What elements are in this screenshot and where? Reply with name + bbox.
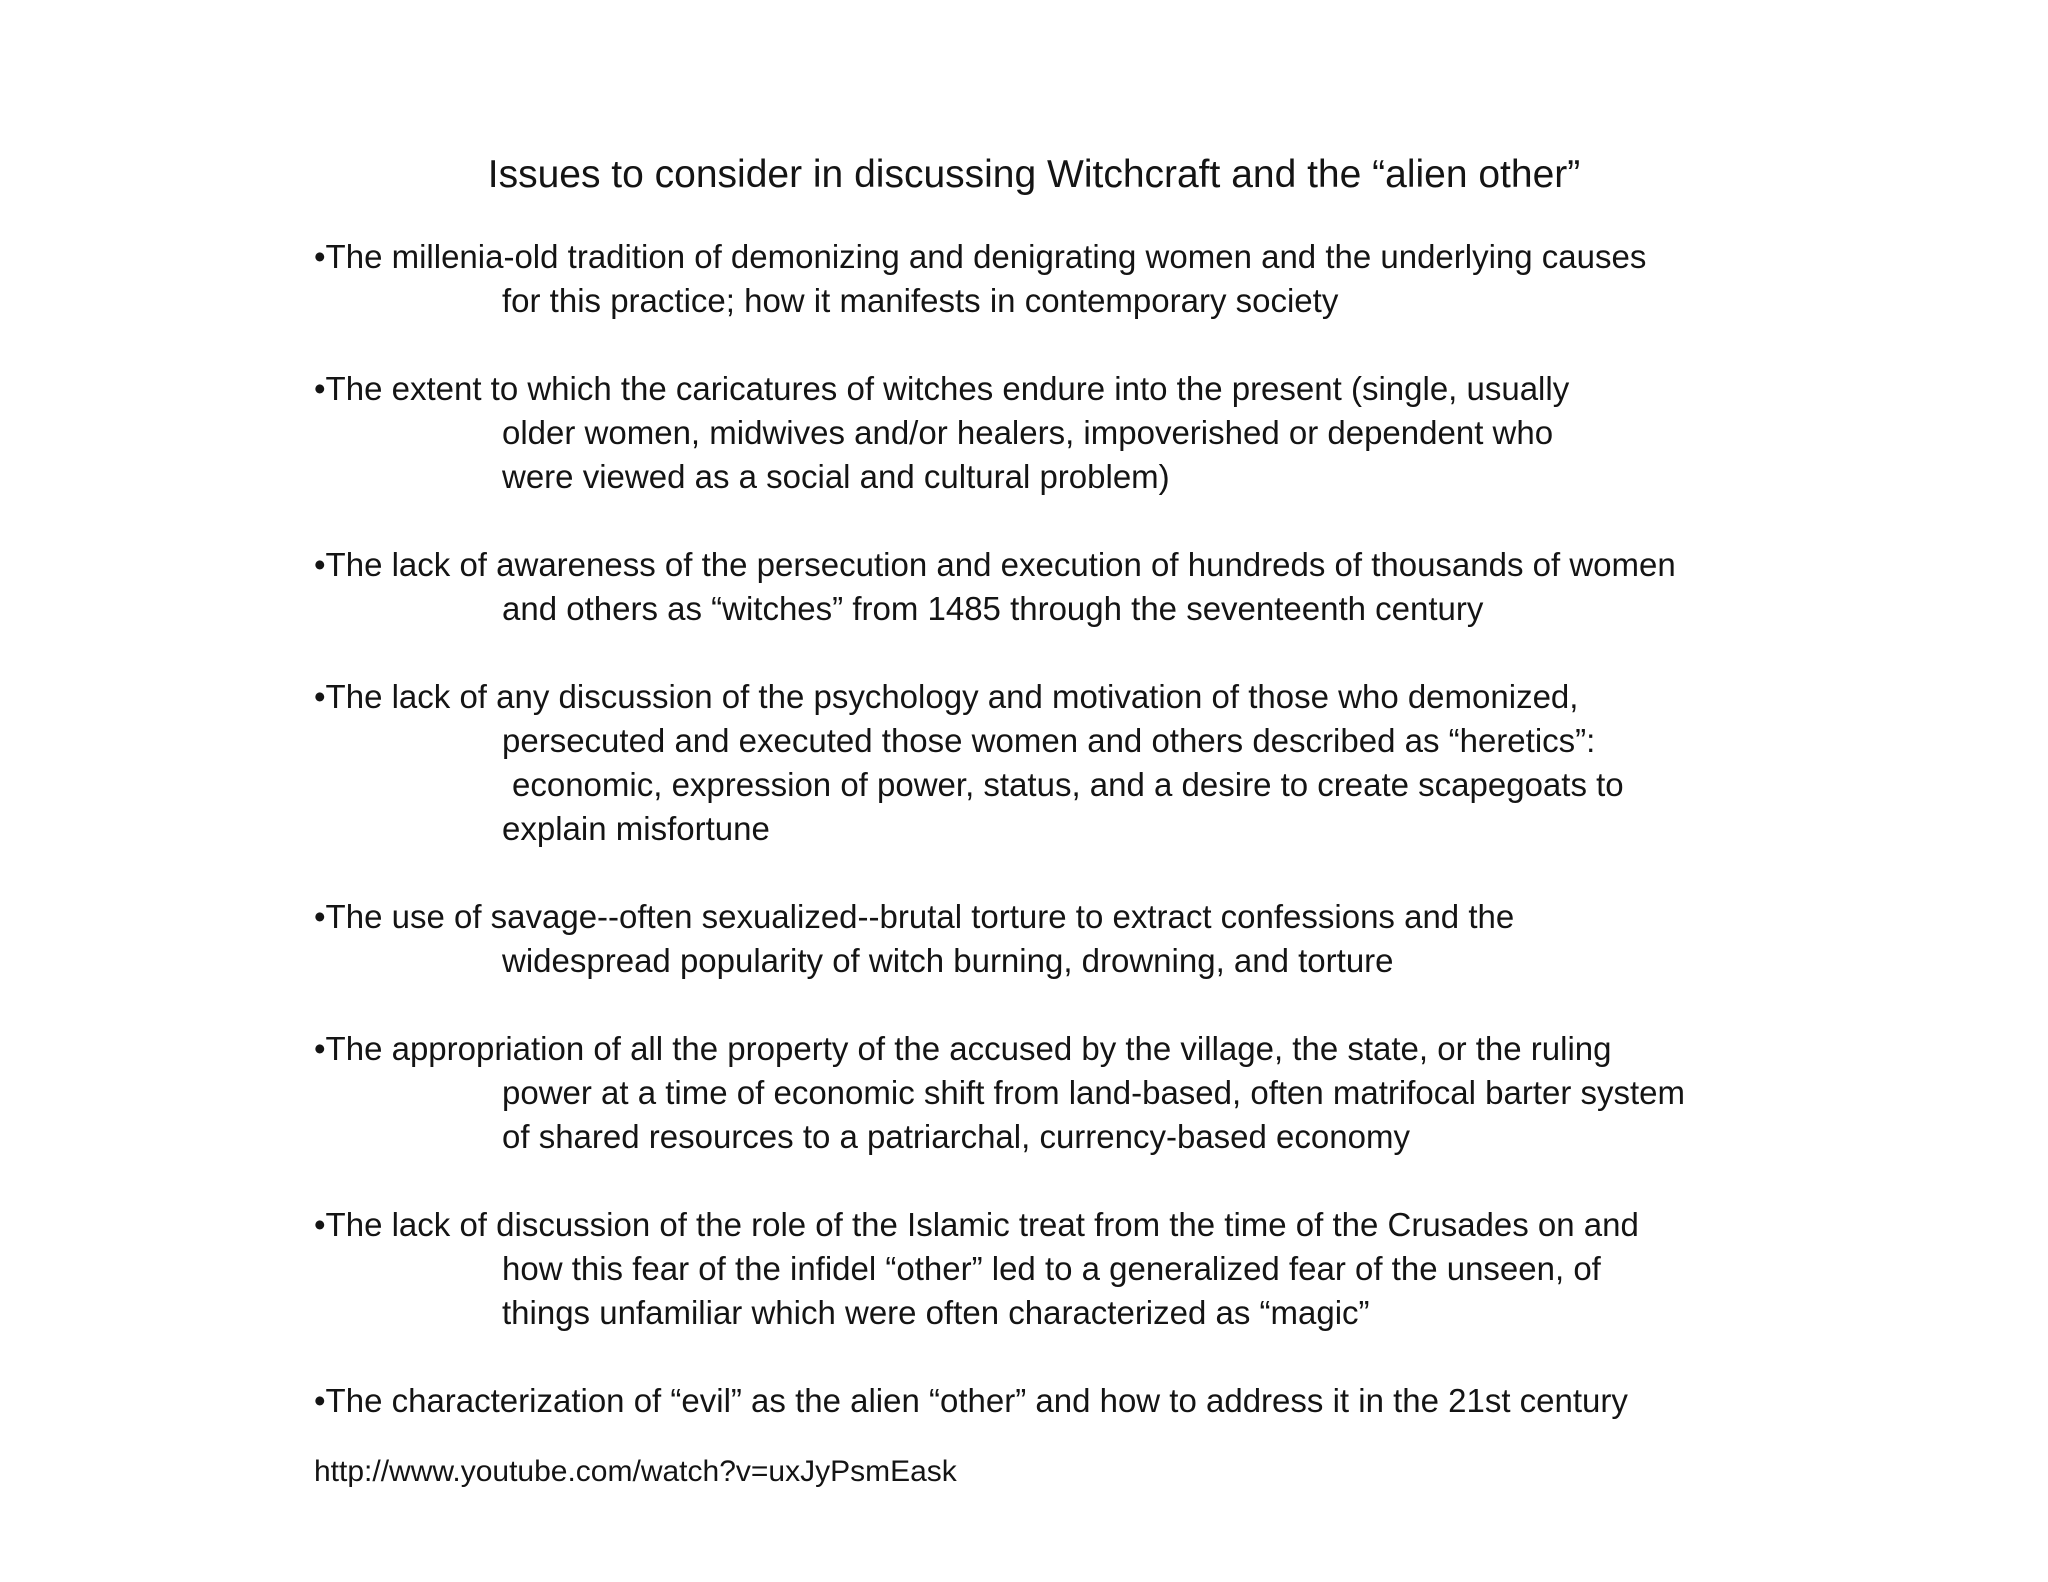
bullet-item <box>314 1203 2014 1335</box>
bullet-continuation-line: economic, expression of power, status, and a desire to create scapegoats to <box>512 766 1624 803</box>
bullet-continuation-line: for this practice; how it manifests in contemporary society <box>502 282 1339 319</box>
bullet-item <box>314 1027 2014 1159</box>
bullet-continuation-line: and others as “witches” from 1485 through the seventeenth century <box>502 590 1484 627</box>
bullet-line: •The lack of any discussion of the psychology and motivation of those who demonized, <box>314 678 1579 715</box>
bullet-item <box>314 543 2014 631</box>
bullet-line: •The lack of awareness of the persecution and execution of hundreds of thousands of women <box>314 546 1676 583</box>
bullet-continuation-line: older women, midwives and/or healers, impoverished or dependent who <box>502 414 1554 451</box>
bullet-list <box>314 235 2014 1467</box>
bullet-item <box>314 895 2014 983</box>
page-title: Issues to consider in discussing Witchcraft and the “alien other” <box>487 153 1581 196</box>
bullet-continuation-line: of shared resources to a patriarchal, currency-based economy <box>502 1118 1410 1155</box>
bullet-line: •The lack of discussion of the role of the Islamic treat from the time of the Crusades on and <box>314 1206 1639 1243</box>
bullet-continuation-line: were viewed as a social and cultural problem) <box>502 458 1170 495</box>
bullet-continuation-line: widespread popularity of witch burning, drowning, and torture <box>502 942 1394 979</box>
bullet-line: •The extent to which the caricatures of witches endure into the present (single, usually <box>314 370 1570 407</box>
bullet-line: •The appropriation of all the property of the accused by the village, the state, or the ruling <box>314 1030 1612 1067</box>
bullet-item <box>314 235 2014 323</box>
bullet-continuation-line: persecuted and executed those women and others described as “heretics”: <box>502 722 1596 759</box>
bullet-line: •The use of savage--often sexualized--brutal torture to extract confessions and the <box>314 898 1515 935</box>
bullet-continuation-line: power at a time of economic shift from land-based, often matrifocal barter system <box>502 1074 1686 1111</box>
bullet-continuation-line: things unfamiliar which were often characterized as “magic” <box>502 1294 1370 1331</box>
youtube-link[interactable]: http://www.youtube.com/watch?v=uxJyPsmEask <box>314 1455 957 1488</box>
bullet-item <box>314 367 2014 499</box>
bullet-item <box>314 1379 2014 1423</box>
bullet-line: •The characterization of “evil” as the alien “other” and how to address it in the 21st century <box>314 1382 1628 1419</box>
bullet-line: •The millenia-old tradition of demonizing and denigrating women and the underlying causes <box>314 238 1647 275</box>
bullet-item <box>314 675 2014 851</box>
bullet-continuation-line: explain misfortune <box>502 810 770 847</box>
bullet-continuation-line: how this fear of the infidel “other” led to a generalized fear of the unseen, of <box>502 1250 1601 1287</box>
